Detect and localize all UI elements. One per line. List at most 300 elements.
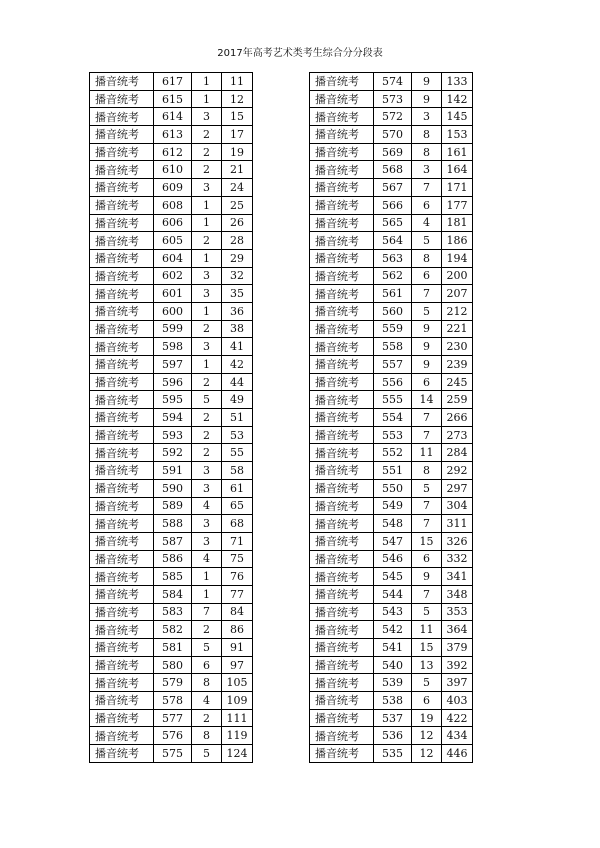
- category-cell: 播音统考: [90, 338, 154, 356]
- count-cell: 1: [192, 302, 222, 320]
- table-row: [90, 356, 253, 374]
- category-cell: 播音统考: [90, 196, 154, 214]
- table-row: [310, 108, 473, 126]
- table-row: [90, 338, 253, 356]
- score-cell: 584: [154, 585, 192, 603]
- category-cell: 播音统考: [90, 320, 154, 338]
- count-cell: 4: [412, 214, 442, 232]
- count-cell: 3: [192, 179, 222, 197]
- score-cell: 610: [154, 161, 192, 179]
- count-cell: 3: [412, 161, 442, 179]
- count-cell: 2: [192, 126, 222, 144]
- table-row: [90, 426, 253, 444]
- category-cell: 播音统考: [90, 709, 154, 727]
- category-cell: 播音统考: [90, 532, 154, 550]
- table-row: [90, 320, 253, 338]
- table-row: [90, 603, 253, 621]
- category-cell: 播音统考: [90, 232, 154, 250]
- count-cell: 1: [192, 73, 222, 91]
- table-row: [310, 621, 473, 639]
- score-cell: 554: [374, 409, 412, 427]
- cumulative-cell: 109: [222, 692, 253, 710]
- table-row: [310, 338, 473, 356]
- cumulative-cell: 49: [222, 391, 253, 409]
- score-cell: 614: [154, 108, 192, 126]
- count-cell: 11: [412, 621, 442, 639]
- count-cell: 8: [412, 462, 442, 480]
- count-cell: 13: [412, 656, 442, 674]
- score-cell: 608: [154, 196, 192, 214]
- table-row: [90, 515, 253, 533]
- count-cell: 3: [192, 285, 222, 303]
- category-cell: 播音统考: [90, 745, 154, 763]
- table-row: [310, 674, 473, 692]
- score-cell: 544: [374, 585, 412, 603]
- cumulative-cell: 97: [222, 656, 253, 674]
- count-cell: 14: [412, 391, 442, 409]
- score-cell: 537: [374, 709, 412, 727]
- table-row: [310, 532, 473, 550]
- category-cell: 播音统考: [310, 585, 374, 603]
- category-cell: 播音统考: [90, 462, 154, 480]
- table-row: [310, 479, 473, 497]
- table-row: [90, 143, 253, 161]
- cumulative-cell: 36: [222, 302, 253, 320]
- cumulative-cell: 19: [222, 143, 253, 161]
- score-cell: 596: [154, 373, 192, 391]
- cumulative-cell: 38: [222, 320, 253, 338]
- count-cell: 7: [412, 585, 442, 603]
- cumulative-cell: 124: [222, 745, 253, 763]
- count-cell: 1: [192, 90, 222, 108]
- table-row: [310, 709, 473, 727]
- category-cell: 播音统考: [310, 90, 374, 108]
- cumulative-cell: 55: [222, 444, 253, 462]
- count-cell: 5: [192, 745, 222, 763]
- cumulative-cell: 230: [442, 338, 473, 356]
- score-cell: 600: [154, 302, 192, 320]
- score-cell: 545: [374, 568, 412, 586]
- cumulative-cell: 186: [442, 232, 473, 250]
- cumulative-cell: 119: [222, 727, 253, 745]
- score-cell: 609: [154, 179, 192, 197]
- count-cell: 1: [192, 356, 222, 374]
- table-row: [310, 73, 473, 91]
- score-cell: 615: [154, 90, 192, 108]
- table-row: [310, 356, 473, 374]
- category-cell: 播音统考: [310, 444, 374, 462]
- table-row: [310, 550, 473, 568]
- score-table-left: [89, 72, 253, 763]
- table-row: [90, 621, 253, 639]
- count-cell: 12: [412, 745, 442, 763]
- score-cell: 579: [154, 674, 192, 692]
- count-cell: 7: [412, 409, 442, 427]
- count-cell: 6: [412, 267, 442, 285]
- score-cell: 561: [374, 285, 412, 303]
- count-cell: 2: [192, 621, 222, 639]
- category-cell: 播音统考: [310, 727, 374, 745]
- cumulative-cell: 15: [222, 108, 253, 126]
- count-cell: 9: [412, 568, 442, 586]
- table-row: [90, 497, 253, 515]
- category-cell: 播音统考: [310, 568, 374, 586]
- cumulative-cell: 86: [222, 621, 253, 639]
- category-cell: 播音统考: [310, 108, 374, 126]
- score-cell: 546: [374, 550, 412, 568]
- score-cell: 582: [154, 621, 192, 639]
- cumulative-cell: 61: [222, 479, 253, 497]
- score-cell: 594: [154, 409, 192, 427]
- category-cell: 播音统考: [310, 285, 374, 303]
- score-cell: 576: [154, 727, 192, 745]
- score-table-right: [309, 72, 473, 763]
- score-cell: 597: [154, 356, 192, 374]
- count-cell: 4: [192, 497, 222, 515]
- table-row: [310, 90, 473, 108]
- cumulative-cell: 51: [222, 409, 253, 427]
- cumulative-cell: 41: [222, 338, 253, 356]
- category-cell: 播音统考: [310, 196, 374, 214]
- cumulative-cell: 434: [442, 727, 473, 745]
- table-row: [90, 709, 253, 727]
- category-cell: 播音统考: [310, 532, 374, 550]
- category-cell: 播音统考: [90, 692, 154, 710]
- score-cell: 551: [374, 462, 412, 480]
- cumulative-cell: 326: [442, 532, 473, 550]
- score-cell: 538: [374, 692, 412, 710]
- count-cell: 5: [192, 639, 222, 657]
- table-row: [90, 161, 253, 179]
- table-row: [310, 745, 473, 763]
- category-cell: 播音统考: [90, 267, 154, 285]
- category-cell: 播音统考: [90, 621, 154, 639]
- count-cell: 5: [412, 232, 442, 250]
- score-cell: 563: [374, 249, 412, 267]
- category-cell: 播音统考: [310, 373, 374, 391]
- table-row: [310, 302, 473, 320]
- table-row: [90, 179, 253, 197]
- count-cell: 1: [192, 196, 222, 214]
- category-cell: 播音统考: [90, 90, 154, 108]
- score-cell: 547: [374, 532, 412, 550]
- count-cell: 9: [412, 356, 442, 374]
- score-cell: 562: [374, 267, 412, 285]
- table-row: [310, 373, 473, 391]
- count-cell: 2: [192, 373, 222, 391]
- cumulative-cell: 194: [442, 249, 473, 267]
- category-cell: 播音统考: [90, 639, 154, 657]
- cumulative-cell: 221: [442, 320, 473, 338]
- category-cell: 播音统考: [90, 727, 154, 745]
- score-cell: 612: [154, 143, 192, 161]
- cumulative-cell: 353: [442, 603, 473, 621]
- score-cell: 602: [154, 267, 192, 285]
- score-cell: 556: [374, 373, 412, 391]
- table-row: [90, 90, 253, 108]
- score-cell: 580: [154, 656, 192, 674]
- score-cell: 542: [374, 621, 412, 639]
- score-cell: 606: [154, 214, 192, 232]
- table-row: [90, 126, 253, 144]
- cumulative-cell: 403: [442, 692, 473, 710]
- score-cell: 573: [374, 90, 412, 108]
- cumulative-cell: 17: [222, 126, 253, 144]
- category-cell: 播音统考: [90, 409, 154, 427]
- category-cell: 播音统考: [310, 656, 374, 674]
- cumulative-cell: 379: [442, 639, 473, 657]
- count-cell: 6: [412, 692, 442, 710]
- score-cell: 552: [374, 444, 412, 462]
- cumulative-cell: 171: [442, 179, 473, 197]
- cumulative-cell: 111: [222, 709, 253, 727]
- cumulative-cell: 65: [222, 497, 253, 515]
- count-cell: 7: [412, 426, 442, 444]
- score-cell: 564: [374, 232, 412, 250]
- cumulative-cell: 364: [442, 621, 473, 639]
- score-cell: 595: [154, 391, 192, 409]
- table-row: [310, 179, 473, 197]
- count-cell: 4: [192, 692, 222, 710]
- category-cell: 播音统考: [310, 709, 374, 727]
- score-cell: 599: [154, 320, 192, 338]
- category-cell: 播音统考: [90, 143, 154, 161]
- category-cell: 播音统考: [90, 108, 154, 126]
- score-cell: 570: [374, 126, 412, 144]
- table-row: [310, 232, 473, 250]
- table-row: [90, 656, 253, 674]
- cumulative-cell: 311: [442, 515, 473, 533]
- category-cell: 播音统考: [90, 214, 154, 232]
- category-cell: 播音统考: [310, 161, 374, 179]
- cumulative-cell: 53: [222, 426, 253, 444]
- category-cell: 播音统考: [310, 249, 374, 267]
- table-row: [310, 196, 473, 214]
- cumulative-cell: 164: [442, 161, 473, 179]
- category-cell: 播音统考: [310, 214, 374, 232]
- score-cell: 572: [374, 108, 412, 126]
- table-row: [310, 249, 473, 267]
- cumulative-cell: 239: [442, 356, 473, 374]
- table-row: [310, 692, 473, 710]
- table-row: [90, 73, 253, 91]
- table-row: [310, 639, 473, 657]
- cumulative-cell: 332: [442, 550, 473, 568]
- category-cell: 播音统考: [90, 302, 154, 320]
- table-row: [310, 267, 473, 285]
- table-row: [90, 692, 253, 710]
- count-cell: 5: [412, 674, 442, 692]
- category-cell: 播音统考: [90, 585, 154, 603]
- cumulative-cell: 91: [222, 639, 253, 657]
- cumulative-cell: 397: [442, 674, 473, 692]
- table-row: [310, 161, 473, 179]
- category-cell: 播音统考: [90, 479, 154, 497]
- table-row: [310, 462, 473, 480]
- score-cell: 591: [154, 462, 192, 480]
- score-cell: 550: [374, 479, 412, 497]
- score-cell: 617: [154, 73, 192, 91]
- count-cell: 8: [412, 249, 442, 267]
- category-cell: 播音统考: [90, 391, 154, 409]
- score-cell: 581: [154, 639, 192, 657]
- category-cell: 播音统考: [310, 73, 374, 91]
- table-row: [310, 143, 473, 161]
- table-row: [310, 727, 473, 745]
- score-cell: 604: [154, 249, 192, 267]
- cumulative-cell: 75: [222, 550, 253, 568]
- table-row: [90, 568, 253, 586]
- count-cell: 5: [192, 391, 222, 409]
- score-cell: 543: [374, 603, 412, 621]
- count-cell: 7: [412, 285, 442, 303]
- category-cell: 播音统考: [310, 479, 374, 497]
- table-row: [310, 515, 473, 533]
- score-cell: 605: [154, 232, 192, 250]
- count-cell: 3: [192, 515, 222, 533]
- count-cell: 2: [192, 444, 222, 462]
- table-row: [90, 639, 253, 657]
- score-cell: 598: [154, 338, 192, 356]
- score-cell: 574: [374, 73, 412, 91]
- category-cell: 播音统考: [90, 356, 154, 374]
- count-cell: 3: [192, 462, 222, 480]
- count-cell: 3: [192, 338, 222, 356]
- count-cell: 6: [192, 656, 222, 674]
- category-cell: 播音统考: [310, 603, 374, 621]
- count-cell: 3: [192, 267, 222, 285]
- score-cell: 541: [374, 639, 412, 657]
- table-row: [90, 267, 253, 285]
- table-row: [90, 302, 253, 320]
- cumulative-cell: 259: [442, 391, 473, 409]
- score-cell: 536: [374, 727, 412, 745]
- count-cell: 1: [192, 585, 222, 603]
- score-cell: 590: [154, 479, 192, 497]
- category-cell: 播音统考: [310, 497, 374, 515]
- table-row: [90, 373, 253, 391]
- count-cell: 3: [412, 108, 442, 126]
- cumulative-cell: 11: [222, 73, 253, 91]
- cumulative-cell: 153: [442, 126, 473, 144]
- table-row: [310, 126, 473, 144]
- score-cell: 558: [374, 338, 412, 356]
- score-cell: 565: [374, 214, 412, 232]
- score-cell: 553: [374, 426, 412, 444]
- count-cell: 1: [192, 214, 222, 232]
- count-cell: 9: [412, 320, 442, 338]
- table-row: [310, 656, 473, 674]
- cumulative-cell: 292: [442, 462, 473, 480]
- score-cell: 569: [374, 143, 412, 161]
- count-cell: 2: [192, 232, 222, 250]
- count-cell: 5: [412, 479, 442, 497]
- table-row: [310, 568, 473, 586]
- category-cell: 播音统考: [310, 692, 374, 710]
- count-cell: 5: [412, 603, 442, 621]
- score-cell: 577: [154, 709, 192, 727]
- count-cell: 2: [192, 409, 222, 427]
- score-cell: 592: [154, 444, 192, 462]
- count-cell: 6: [412, 373, 442, 391]
- cumulative-cell: 25: [222, 196, 253, 214]
- count-cell: 9: [412, 90, 442, 108]
- cumulative-cell: 142: [442, 90, 473, 108]
- score-cell: 575: [154, 745, 192, 763]
- count-cell: 4: [192, 550, 222, 568]
- cumulative-cell: 35: [222, 285, 253, 303]
- cumulative-cell: 446: [442, 745, 473, 763]
- category-cell: 播音统考: [310, 391, 374, 409]
- category-cell: 播音统考: [310, 409, 374, 427]
- table-row: [310, 603, 473, 621]
- score-cell: 583: [154, 603, 192, 621]
- table-row: [310, 444, 473, 462]
- category-cell: 播音统考: [310, 232, 374, 250]
- table-row: [310, 214, 473, 232]
- table-row: [310, 285, 473, 303]
- category-cell: 播音统考: [310, 356, 374, 374]
- category-cell: 播音统考: [90, 249, 154, 267]
- cumulative-cell: 58: [222, 462, 253, 480]
- cumulative-cell: 12: [222, 90, 253, 108]
- cumulative-cell: 348: [442, 585, 473, 603]
- cumulative-cell: 77: [222, 585, 253, 603]
- score-cell: 566: [374, 196, 412, 214]
- category-cell: 播音统考: [310, 639, 374, 657]
- table-row: [90, 479, 253, 497]
- count-cell: 2: [192, 161, 222, 179]
- cumulative-cell: 273: [442, 426, 473, 444]
- count-cell: 2: [192, 320, 222, 338]
- table-row: [310, 497, 473, 515]
- category-cell: 播音统考: [90, 656, 154, 674]
- cumulative-cell: 68: [222, 515, 253, 533]
- table-row: [90, 285, 253, 303]
- category-cell: 播音统考: [310, 462, 374, 480]
- count-cell: 2: [192, 143, 222, 161]
- count-cell: 8: [192, 674, 222, 692]
- category-cell: 播音统考: [310, 338, 374, 356]
- score-cell: 601: [154, 285, 192, 303]
- count-cell: 7: [412, 497, 442, 515]
- cumulative-cell: 207: [442, 285, 473, 303]
- count-cell: 1: [192, 249, 222, 267]
- cumulative-cell: 245: [442, 373, 473, 391]
- cumulative-cell: 44: [222, 373, 253, 391]
- cumulative-cell: 29: [222, 249, 253, 267]
- table-row: [90, 196, 253, 214]
- count-cell: 3: [192, 108, 222, 126]
- score-cell: 557: [374, 356, 412, 374]
- category-cell: 播音统考: [310, 674, 374, 692]
- cumulative-cell: 133: [442, 73, 473, 91]
- cumulative-cell: 304: [442, 497, 473, 515]
- score-cell: 567: [374, 179, 412, 197]
- count-cell: 8: [192, 727, 222, 745]
- cumulative-cell: 42: [222, 356, 253, 374]
- cumulative-cell: 145: [442, 108, 473, 126]
- score-cell: 586: [154, 550, 192, 568]
- category-cell: 播音统考: [310, 126, 374, 144]
- cumulative-cell: 266: [442, 409, 473, 427]
- category-cell: 播音统考: [90, 161, 154, 179]
- category-cell: 播音统考: [310, 179, 374, 197]
- count-cell: 15: [412, 639, 442, 657]
- category-cell: 播音统考: [310, 143, 374, 161]
- count-cell: 15: [412, 532, 442, 550]
- cumulative-cell: 341: [442, 568, 473, 586]
